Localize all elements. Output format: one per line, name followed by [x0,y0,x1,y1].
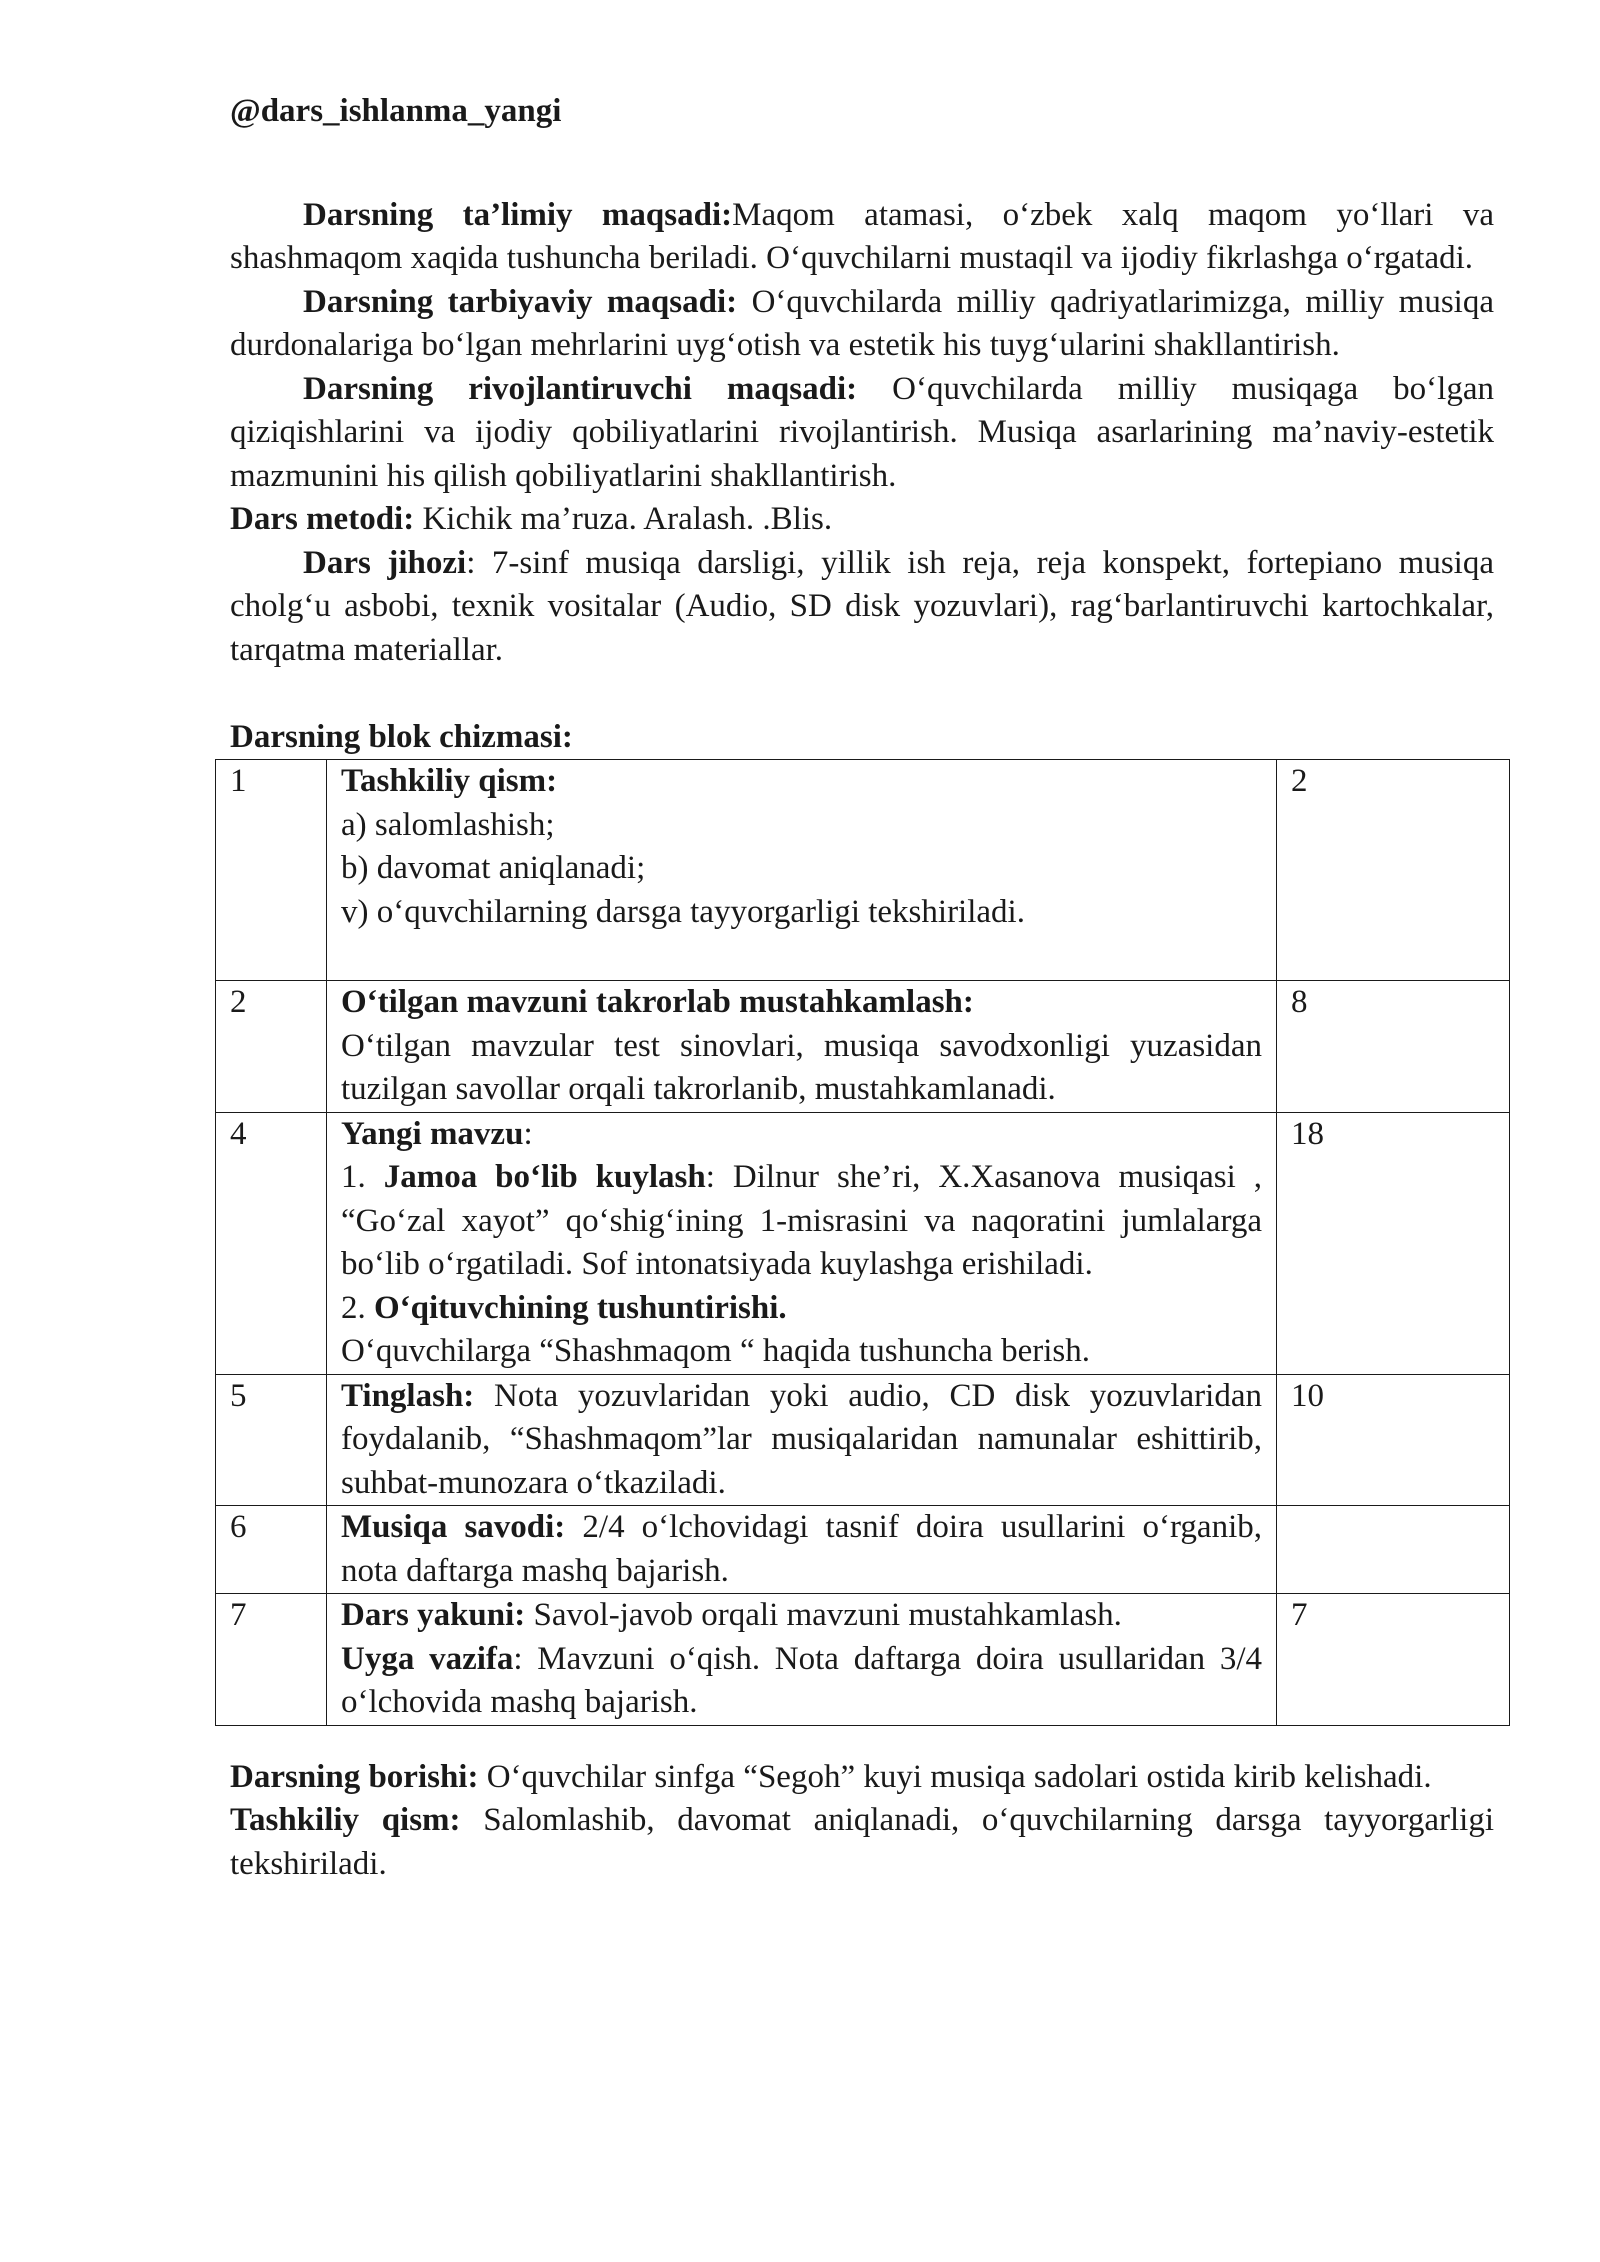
row-title: Tinglash: [341,1377,475,1414]
document-page [230,90,1494,1886]
goal-rivojlantiruvchi-label: Darsning rivojlantiruvchi maqsadi: [303,370,858,407]
lesson-progress [230,1756,1494,1800]
table-row [216,1594,1510,1726]
row-content [327,1594,1277,1726]
row-title: Tashkiliy qism: [341,763,558,799]
lesson-equipment-text: : 7-sinf musiqa darsligi, yillik ish reja, reja konspekt, fortepiano musiqa cholg‘u asbobi, texnik vositalar (Audio, SD disk yozuvlari), rag‘barlantiruvchi kartochkalar, tarqatma materiallar. [230,544,1494,668]
channel-handle: @dars_ishlanma_yangi [230,93,562,129]
goal-talimiy-label: Darsning ta’limiy maqsadi: [303,196,733,233]
row-minutes: 8 [1277,981,1510,1113]
row-title: O‘tilgan mavzuni takrorlab mustahkamlash: [341,984,974,1020]
row-content [327,1506,1277,1594]
row-minutes: 18 [1277,1112,1510,1374]
goal-talimiy-text: Maqom atamasi, o‘zbek xalq maqom yo‘llari va shashmaqom xaqida tushuncha beriladi. O‘quvchilarni mustaqil va ijodiy fikrlashga o‘rgatadi. [230,196,1494,276]
row-text: 2/4 o‘lchovidagi tasnif doira usullarini o‘rganib, nota daftarga mashq bajarish. [341,1509,1262,1589]
row-text: Savol-javob orqali mavzuni mustahkamlash. [525,1597,1122,1633]
organizational-part-label: Tashkiliy qism: [230,1802,461,1838]
lesson-method-label: Dars metodi: [230,501,415,537]
table-row [216,981,1510,1113]
row-content [327,1374,1277,1506]
row-minutes: 2 [1277,760,1510,981]
row-line: a) salomlashish; [341,806,555,843]
goal-rivojlantiruvchi-text: O‘quvchilarda milliy musiqaga bo‘lgan qiziqishlarini va ijodiy qobiliyatlarini rivojlantirish. Musiqa asarlarining ma’naviy-estetik mazmunini his qilish qobiliyatlarini shakllantirish. [230,370,1494,494]
table-row [216,760,1510,981]
goal-tarbiyaviy-text: O‘quvchilarda milliy qadriyatlarimizga, milliy musiqa durdonalariga bo‘lgan mehrlarini uyg‘otish va estetik his tuyg‘ularini shakllantirish. [230,283,1495,363]
lesson-progress-text: O‘quvchilar sinfga “Segoh” kuyi musiqa sadolari ostida kirib kelishadi. [478,1758,1432,1795]
lesson-equipment-label: Dars jihozi [303,544,467,581]
row-title: Dars yakuni: [341,1597,526,1633]
row-number: 6 [216,1506,327,1594]
row-line: v) o‘quvchilarning darsga tayyorgarligi tekshiriladi. [341,893,1025,930]
row-number: 4 [216,1112,327,1374]
row-content [327,981,1277,1113]
organizational-part-text: Salomlashib, davomat aniqlanadi, o‘quvchilarning darsga tayyorgarligi tekshiriladi. [230,1802,1494,1882]
row-text: Nota yozuvlaridan yoki audio, CD disk yozuvlaridan foydalanib, “Shashmaqom”lar musiqalaridan namunalar eshittirib, suhbat-munozara o‘tkaziladi. [341,1377,1262,1501]
goal-tarbiyaviy-label: Darsning tarbiyaviy maqsadi: [303,283,738,320]
row-text: O‘tilgan mavzular test sinovlari, musiqa savodxonligi yuzasidan tuzilgan savollar orqali takrorlanib, mustahkamlanadi. [341,1027,1262,1107]
row-number: 2 [216,981,327,1113]
lesson-progress-label: Darsning borishi: [230,1758,479,1795]
row-content [327,760,1277,981]
lesson-equipment [230,542,1494,673]
row-line: b) davomat aniqlanadi; [341,850,646,886]
row-number: 1 [216,760,327,981]
table-row [216,1374,1510,1506]
row-title: Musiqa savodi: [341,1509,566,1545]
goal-talimiy [230,194,1494,281]
lesson-method-text: Kichik ma’ruza. Aralash. .Blis. [414,501,833,537]
table-row [216,1506,1510,1594]
row-minutes: 7 [1277,1594,1510,1726]
row-number: 5 [216,1374,327,1506]
row-item-2-text: O‘quvchilarga “Shashmaqom “ haqida tushuncha berish. [341,1333,1091,1369]
row-minutes: 10 [1277,1374,1510,1506]
block-heading: Darsning blok chizmasi: [230,718,573,755]
row-item-1: 1. Jamoa bo‘lib kuylash: Dilnur she’ri, X.Xasanova musiqasi , “Go‘zal xayot” qo‘shig‘ining 1-misrasini va naqoratini jumlalarga bo‘lib o‘rgatiladi. Sof intonatsiyada kuylashga erishiladi. [341,1159,1263,1282]
row-minutes [1277,1506,1510,1594]
row-content: Yangi mavzu: 1. Jamoa bo‘lib kuylash: Dilnur she’ri, X.Xasanova musiqasi , “Go‘zal xayot” qo‘shig‘ining 1-misrasini va naqoratini jumlalarga bo‘lib o‘rgatiladi. Sof intonatsiyada kuylashga erishiladi. 2. O‘qituvchining tushuntirishi. O‘quvchilarga “Shashmaqom “ haqida tushuncha berish. [327,1112,1277,1374]
table-row [216,1112,1510,1374]
block-table [215,759,1510,1726]
goal-tarbiyaviy [230,281,1494,368]
row-title-2: Uyga vazifa [341,1640,514,1677]
row-number: 7 [216,1594,327,1726]
row-text-2: : Mavzuni o‘qish. Nota daftarga doira usullaridan 3/4 o‘lchovida mashq bajarish. [341,1640,1262,1720]
lesson-method [230,498,1494,542]
goal-rivojlantiruvchi [230,368,1494,499]
row-item-2: 2. O‘qituvchining tushuntirishi. [341,1289,787,1326]
organizational-part [230,1799,1494,1886]
row-title: Yangi mavzu [341,1115,524,1152]
